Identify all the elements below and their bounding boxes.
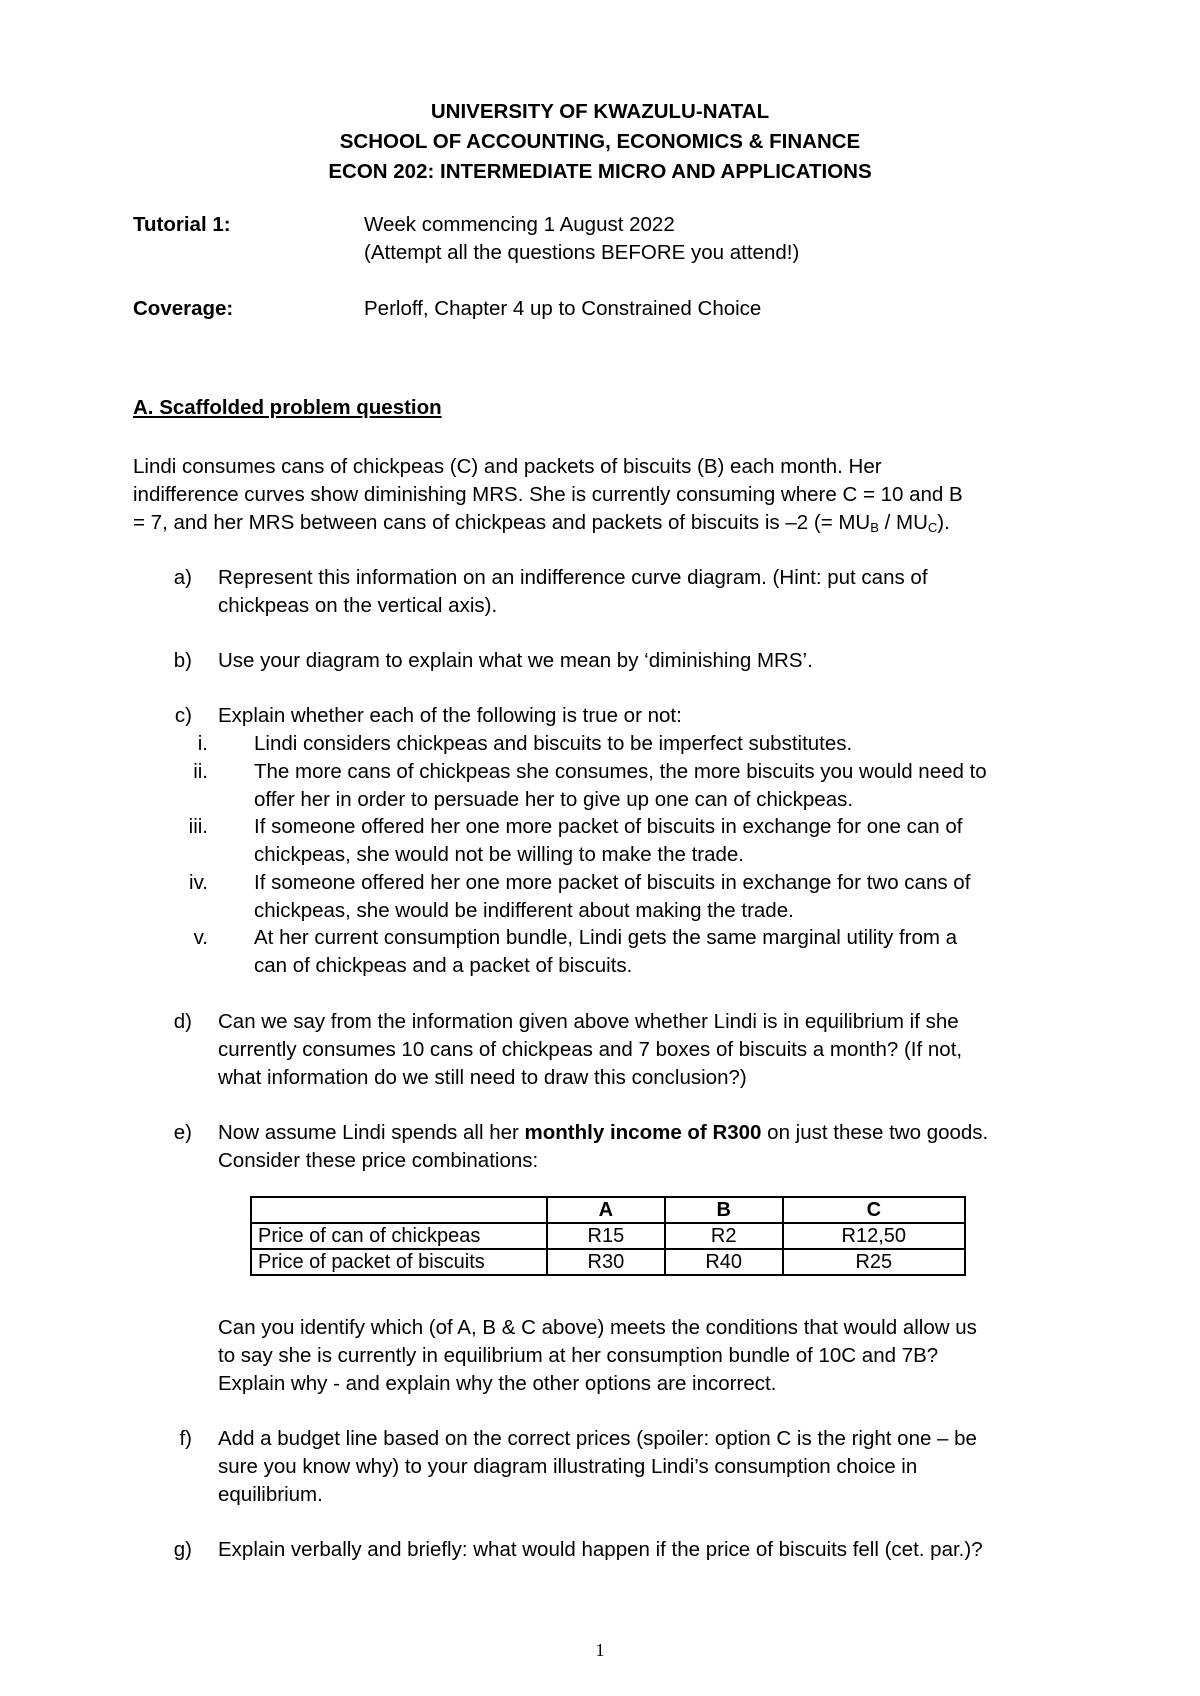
- q-e-line-1: Now assume Lindi spends all her monthly income of R300 on just these two goods.: [218, 1121, 989, 1144]
- table-cell: R30: [547, 1249, 665, 1275]
- q-c-label: c): [174, 704, 192, 727]
- q-g-line: Explain verbally and briefly: what would happen if the price of biscuits fell (cet. par.)?: [218, 1538, 983, 1561]
- q-c-item-line: offer her in order to persuade her to give up one can of chickpeas.: [254, 788, 854, 811]
- coverage-value: Perloff, Chapter 4 up to Constrained Choice: [364, 297, 762, 320]
- intro-line-3: = 7, and her MRS between cans of chickpeas and packets of biscuits is –2 (= $MU_B / MU_C$).: [133, 511, 950, 535]
- q-b-line: Use your diagram to explain what we mean by ‘diminishing MRS’.: [218, 649, 813, 672]
- tutorial-label: Tutorial 1:: [133, 213, 231, 236]
- q-e-label: e): [173, 1121, 192, 1144]
- q-e-line-2: Consider these price combinations:: [218, 1149, 539, 1172]
- q-c-item-line: At her current consumption bundle, Lindi gets the same marginal utility from a: [254, 926, 958, 949]
- university-title: UNIVERSITY OF KWAZULU-NATAL: [430, 100, 770, 123]
- q-e-after-line-2: to say she is currently in equilibrium at her consumption bundle of 10C and 7B?: [218, 1344, 939, 1367]
- table-row: [251, 1223, 965, 1249]
- q-c-item-num: v.: [193, 926, 208, 949]
- table-cell: R12,50: [783, 1223, 965, 1249]
- q-e-after-line-3: Explain why - and explain why the other options are incorrect.: [218, 1372, 777, 1395]
- q-c-item-line: chickpeas, she would be indifferent about making the trade.: [254, 899, 794, 922]
- tutorial-line1: Week commencing 1 August 2022: [364, 213, 675, 236]
- intro-line-2: indifference curves show diminishing MRS. She is currently consuming where C = 10 and B: [133, 483, 963, 506]
- q-c-item-line: If someone offered her one more packet of biscuits in exchange for two cans of: [254, 871, 971, 894]
- page-number: 1: [595, 1640, 605, 1660]
- q-a-line-2: chickpeas on the vertical axis).: [218, 594, 498, 617]
- table-header-cell: B: [665, 1197, 783, 1223]
- q-c-item-line: If someone offered her one more packet of biscuits in exchange for one can of: [254, 815, 963, 838]
- table-header-cell: [251, 1197, 547, 1223]
- q-a-label: a): [173, 566, 192, 589]
- table-row-header: Price of can of chickpeas: [251, 1223, 547, 1249]
- q-c-item-line: The more cans of chickpeas she consumes, the more biscuits you would need to: [254, 760, 987, 783]
- table-header-cell: A: [547, 1197, 665, 1223]
- q-c-item-num: iv.: [189, 871, 208, 894]
- section-a-title: A. Scaffolded problem question: [133, 396, 442, 419]
- school-title: SCHOOL OF ACCOUNTING, ECONOMICS & FINANCE: [339, 130, 861, 153]
- table-cell: R15: [547, 1223, 665, 1249]
- q-c-line: Explain whether each of the following is true or not:: [218, 704, 682, 727]
- q-d-line-2: currently consumes 10 cans of chickpeas and 7 boxes of biscuits a month? (If not,: [218, 1038, 963, 1061]
- price-table: [250, 1196, 966, 1276]
- table-cell: R2: [665, 1223, 783, 1249]
- tutorial-line2: (Attempt all the questions BEFORE you attend!): [364, 241, 800, 264]
- q-c-item-num: i.: [197, 732, 208, 755]
- q-d-line-3: what information do we still need to draw this conclusion?): [218, 1066, 747, 1089]
- table-header-cell: C: [783, 1197, 965, 1223]
- intro-line-1: Lindi consumes cans of chickpeas (C) and packets of biscuits (B) each month. Her: [133, 455, 882, 478]
- q-f-line-2: sure you know why) to your diagram illustrating Lindi’s consumption choice in: [218, 1455, 918, 1478]
- q-c-item-line: can of chickpeas and a packet of biscuits.: [254, 954, 633, 977]
- q-c-item-line: chickpeas, she would not be willing to make the trade.: [254, 843, 744, 866]
- q-a-line-1: Represent this information on an indifference curve diagram. (Hint: put cans of: [218, 566, 928, 589]
- table-cell: R25: [783, 1249, 965, 1275]
- table-cell: R40: [665, 1249, 783, 1275]
- table-row-header: Price of packet of biscuits: [251, 1249, 547, 1275]
- q-c-item-num: ii.: [193, 760, 208, 783]
- course-title: ECON 202: INTERMEDIATE MICRO AND APPLICATIONS: [328, 160, 872, 183]
- table-header-row: [251, 1197, 965, 1223]
- q-f-line-3: equilibrium.: [218, 1483, 323, 1506]
- q-e-after-line-1: Can you identify which (of A, B & C above) meets the conditions that would allow us: [218, 1316, 977, 1339]
- coverage-label: Coverage:: [133, 297, 234, 320]
- q-c-item-line: Lindi considers chickpeas and biscuits to be imperfect substitutes.: [254, 732, 853, 755]
- q-f-line-1: Add a budget line based on the correct prices (spoiler: option C is the right one – be: [218, 1427, 977, 1450]
- q-d-label: d): [173, 1010, 192, 1033]
- table-row: [251, 1249, 965, 1275]
- q-c-item-num: iii.: [188, 815, 208, 838]
- q-b-label: b): [173, 649, 192, 672]
- q-g-label: g): [173, 1538, 192, 1561]
- q-d-line-1: Can we say from the information given above whether Lindi is in equilibrium if she: [218, 1010, 959, 1033]
- q-f-label: f): [179, 1427, 192, 1450]
